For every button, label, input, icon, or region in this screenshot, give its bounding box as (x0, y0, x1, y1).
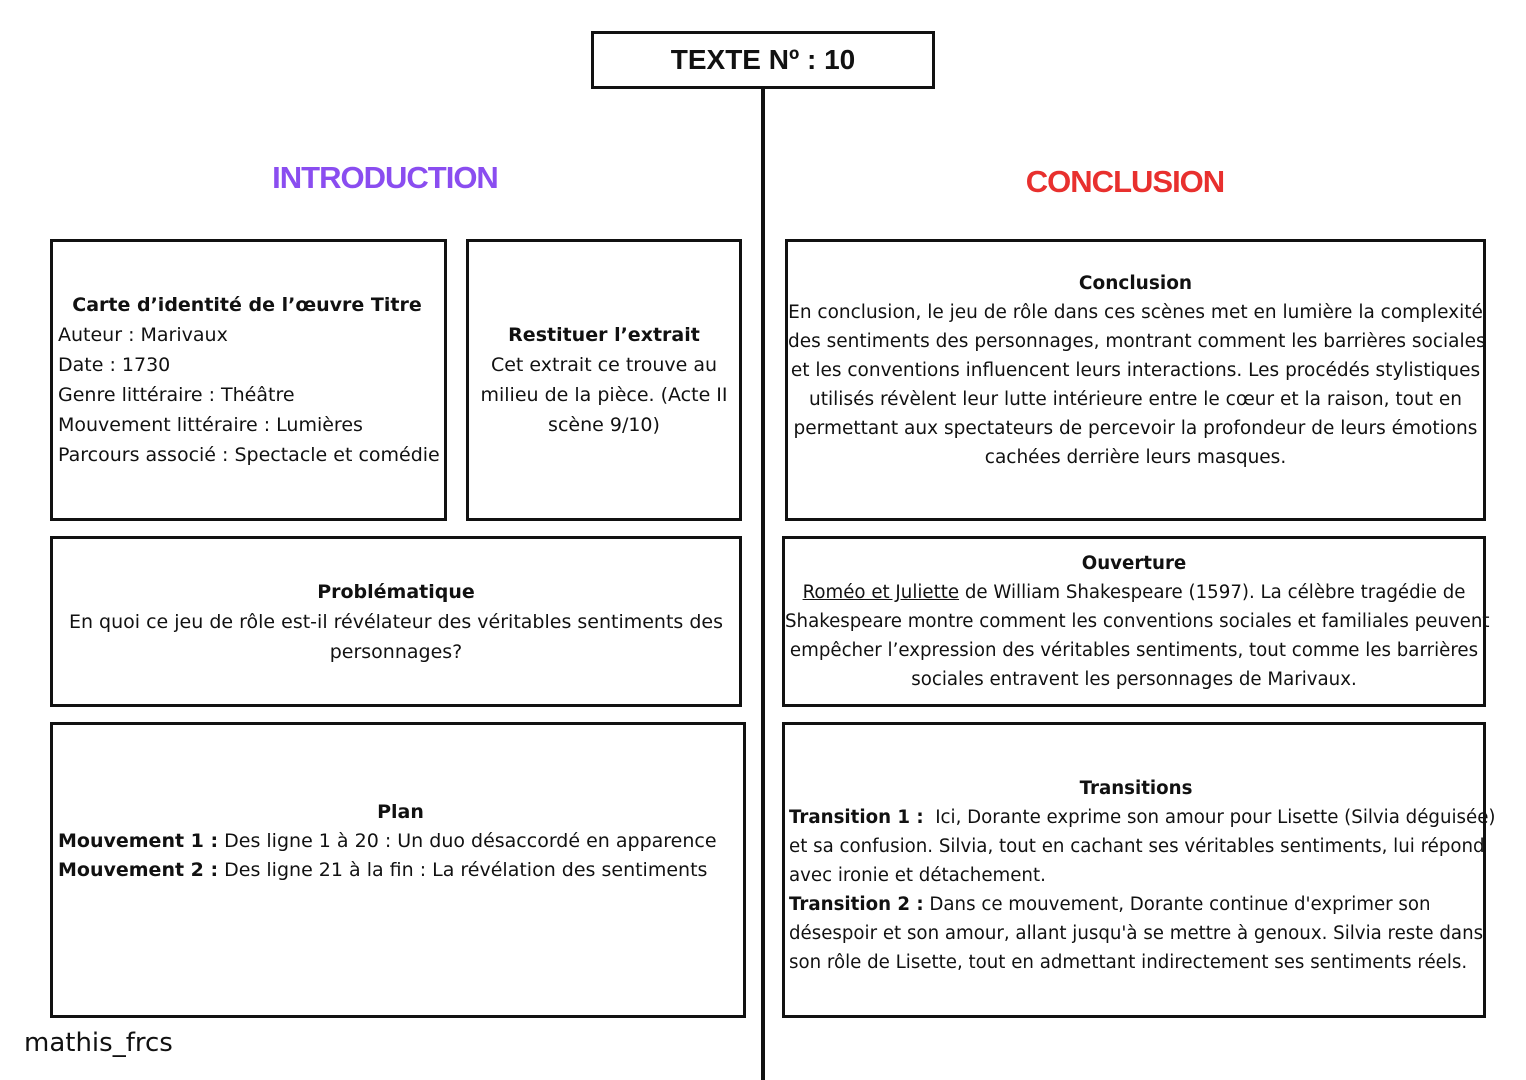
ouverture-line-1-rest: de William Shakespeare (1597). La célèbre tragédie de (959, 582, 1466, 603)
ouverture-line-1 (785, 578, 1483, 607)
identity-author: Auteur : Marivaux (58, 324, 228, 346)
conclusion-line: des sentiments des personnages, montrant comment les barrières sociales (788, 330, 1486, 352)
restituer-line: Cet extrait ce trouve au (490, 354, 718, 376)
transition-2-label: Transition 2 : (789, 894, 924, 915)
center-divider (761, 88, 765, 1080)
conclusion-box (785, 239, 1486, 521)
problematique-box (50, 536, 742, 707)
ouverture-title: Ouverture (1081, 553, 1187, 574)
conclusion-line: permettant aux spectateurs de percevoir la profondeur de leurs émotions (793, 417, 1478, 439)
problematique-line: En quoi ce jeu de rôle est-il révélateur des véritables sentiments des (68, 610, 724, 633)
plan-movement-2-text: Des ligne 21 à la fin : La révélation des sentiments (218, 859, 708, 881)
transition-2-line: désespoir et son amour, allant jusqu'à se mettre à genoux. Silvia reste dans (789, 923, 1484, 944)
identity-parcours: Parcours associé : Spectacle et comédie (58, 444, 440, 466)
identity-movement: Mouvement littéraire : Lumières (58, 414, 363, 436)
identity-card-title: Carte d’identité de l’œuvre Titre (72, 294, 422, 316)
plan-movement-1-label: Mouvement 1 : (58, 830, 219, 852)
plan-title: Plan (377, 801, 424, 823)
page-title: TEXTE Nº : 10 (591, 31, 935, 89)
transition-1-line-1 (789, 803, 1496, 832)
transition-1-line: et sa confusion. Silvia, tout en cachant ses véritables sentiments, lui répond (789, 836, 1485, 857)
ouverture-line: Shakespeare montre comment les conventions sociales et familiales peuvent (785, 611, 1490, 632)
transition-1-text: Ici, Dorante exprime son amour pour Lisette (Silvia déguisée) (923, 807, 1496, 828)
identity-genre: Genre littéraire : Théâtre (58, 384, 295, 406)
restituer-line: milieu de la pièce. (Acte II (480, 384, 728, 406)
author-signature: mathis_frcs (24, 1028, 173, 1058)
identity-date: Date : 1730 (58, 354, 171, 376)
restituer-line: scène 9/10) (548, 414, 660, 436)
plan-movement-1-text: Des ligne 1 à 20 : Un duo désaccordé en apparence (218, 830, 717, 852)
introduction-heading: INTRODUCTION (272, 160, 498, 195)
transition-1-line: avec ironie et détachement. (789, 865, 1046, 886)
restituer-box (466, 239, 742, 521)
ouverture-line: empêcher l’expression des véritables sentiments, tout comme les barrières (789, 640, 1479, 661)
identity-card (50, 239, 447, 521)
problematique-line: personnages? (329, 640, 463, 663)
plan-movement-2-label: Mouvement 2 : (58, 859, 219, 881)
ouverture-box (782, 536, 1490, 707)
ouverture-line: sociales entravent les personnages de Marivaux. (911, 669, 1357, 690)
transition-2-line: son rôle de Lisette, tout en admettant indirectement ses sentiments réels. (789, 952, 1468, 973)
plan-box (50, 722, 746, 1018)
restituer-title: Restituer l’extrait (508, 324, 700, 346)
conclusion-heading: CONCLUSION (1025, 164, 1225, 199)
conclusion-line: utilisés révèlent leur lutte intérieure entre le cœur et la raison, tout en (809, 388, 1462, 410)
transitions-box (782, 722, 1496, 1018)
plan-movement-2 (58, 856, 743, 885)
transitions-title: Transitions (1079, 778, 1193, 799)
plan-movement-1 (58, 827, 743, 856)
ouverture-work-title: Roméo et Juliette (802, 582, 960, 603)
problematique-title: Problématique (317, 580, 475, 603)
transition-1-label: Transition 1 : (789, 807, 924, 828)
conclusion-line: En conclusion, le jeu de rôle dans ces scènes met en lumière la complexité (788, 301, 1483, 323)
transition-2-line-1 (789, 890, 1483, 919)
conclusion-line: cachées derrière leurs masques. (984, 446, 1287, 468)
conclusion-line: et les conventions influencent leurs interactions. Les procédés stylistiques (790, 359, 1481, 381)
transition-2-text: Dans ce mouvement, Dorante continue d'exprimer son (923, 894, 1431, 915)
conclusion-title: Conclusion (1078, 272, 1193, 294)
